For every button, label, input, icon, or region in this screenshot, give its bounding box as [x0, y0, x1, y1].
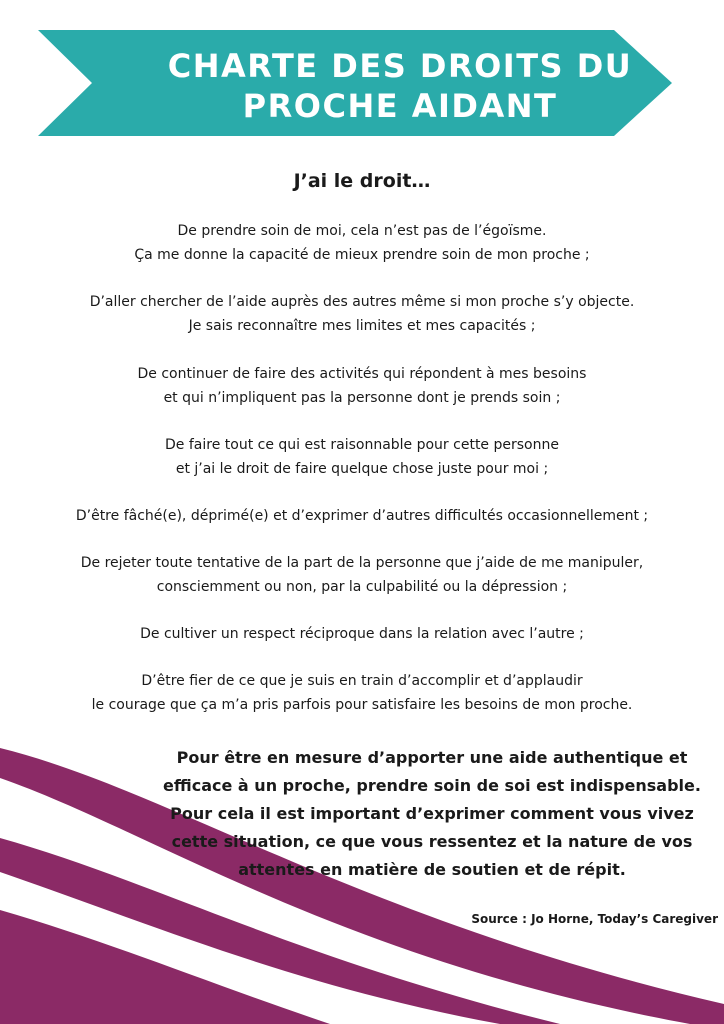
right-item-1-line-2: Ça me donne la capacité de mieux prendre soin de mon proche ; [134, 247, 590, 263]
right-item-6-line-1: De rejeter toute tentative de la part de la personne que j’aide de me manipuler, [80, 555, 644, 571]
right-item-2-line-1: D’aller chercher de l’aide auprès des autres même si mon proche s’y objecte. [89, 294, 635, 310]
right-item-8-line-1: D’être fier de ce que je suis en train d’accomplir et d’applaudir [141, 673, 583, 689]
right-item-7-line-1: De cultiver un respect réciproque dans la relation avec l’autre ; [140, 626, 584, 642]
conclusion-line-4: cette situation, ce que vous ressentez et la nature de vos [171, 832, 693, 851]
right-item-5-line-1: D’être fâché(e), déprimé(e) et d’exprimer d’autres difficultés occasionnellement ; [75, 508, 649, 524]
page-title-line-1: CHARTE DES DROITS DU [167, 47, 633, 85]
source-citation: Source : Jo Horne, Today’s Caregiver [471, 912, 718, 926]
right-item-7 [40, 622, 684, 646]
right-item-8 [40, 669, 684, 717]
intro-heading: J’ai le droit… [293, 170, 431, 192]
right-item-4 [40, 433, 684, 481]
right-item-1-line-1: De prendre soin de moi, cela n’est pas de l’égoïsme. [177, 223, 547, 239]
right-item-5 [40, 504, 684, 528]
right-item-4-line-1: De faire tout ce qui est raisonnable pour cette personne [165, 437, 559, 453]
conclusion-text [140, 744, 724, 884]
right-item-2 [40, 290, 684, 338]
conclusion-line-2: efficace à un proche, prendre soin de soi est indispensable. [163, 776, 701, 795]
right-item-8-line-2: le courage que ça m’a pris parfois pour satisfaire les besoins de mon proche. [91, 697, 633, 713]
page-title-line-2: PROCHE AIDANT [242, 87, 558, 125]
right-item-3-line-2: et qui n’impliquent pas la personne dont je prends soin ; [163, 390, 561, 406]
header-banner [0, 0, 724, 150]
right-item-3 [40, 362, 684, 410]
conclusion-line-3: Pour cela il est important d’exprimer comment vous vivez [170, 804, 694, 823]
right-item-3-line-1: De continuer de faire des activités qui répondent à mes besoins [137, 366, 587, 382]
right-item-4-line-2: et j’ai le droit de faire quelque chose juste pour moi ; [175, 461, 549, 477]
conclusion-line-1: Pour être en mesure d’apporter une aide authentique et [176, 748, 688, 767]
conclusion-line-5: attentes en matière de soutien et de répit. [238, 860, 626, 879]
right-item-6-line-2: consciemment ou non, par la culpabilité ou la dépression ; [156, 579, 568, 595]
right-item-6 [40, 551, 684, 599]
right-item-1 [40, 219, 684, 267]
right-item-2-line-2: Je sais reconnaître mes limites et mes capacités ; [188, 318, 536, 334]
